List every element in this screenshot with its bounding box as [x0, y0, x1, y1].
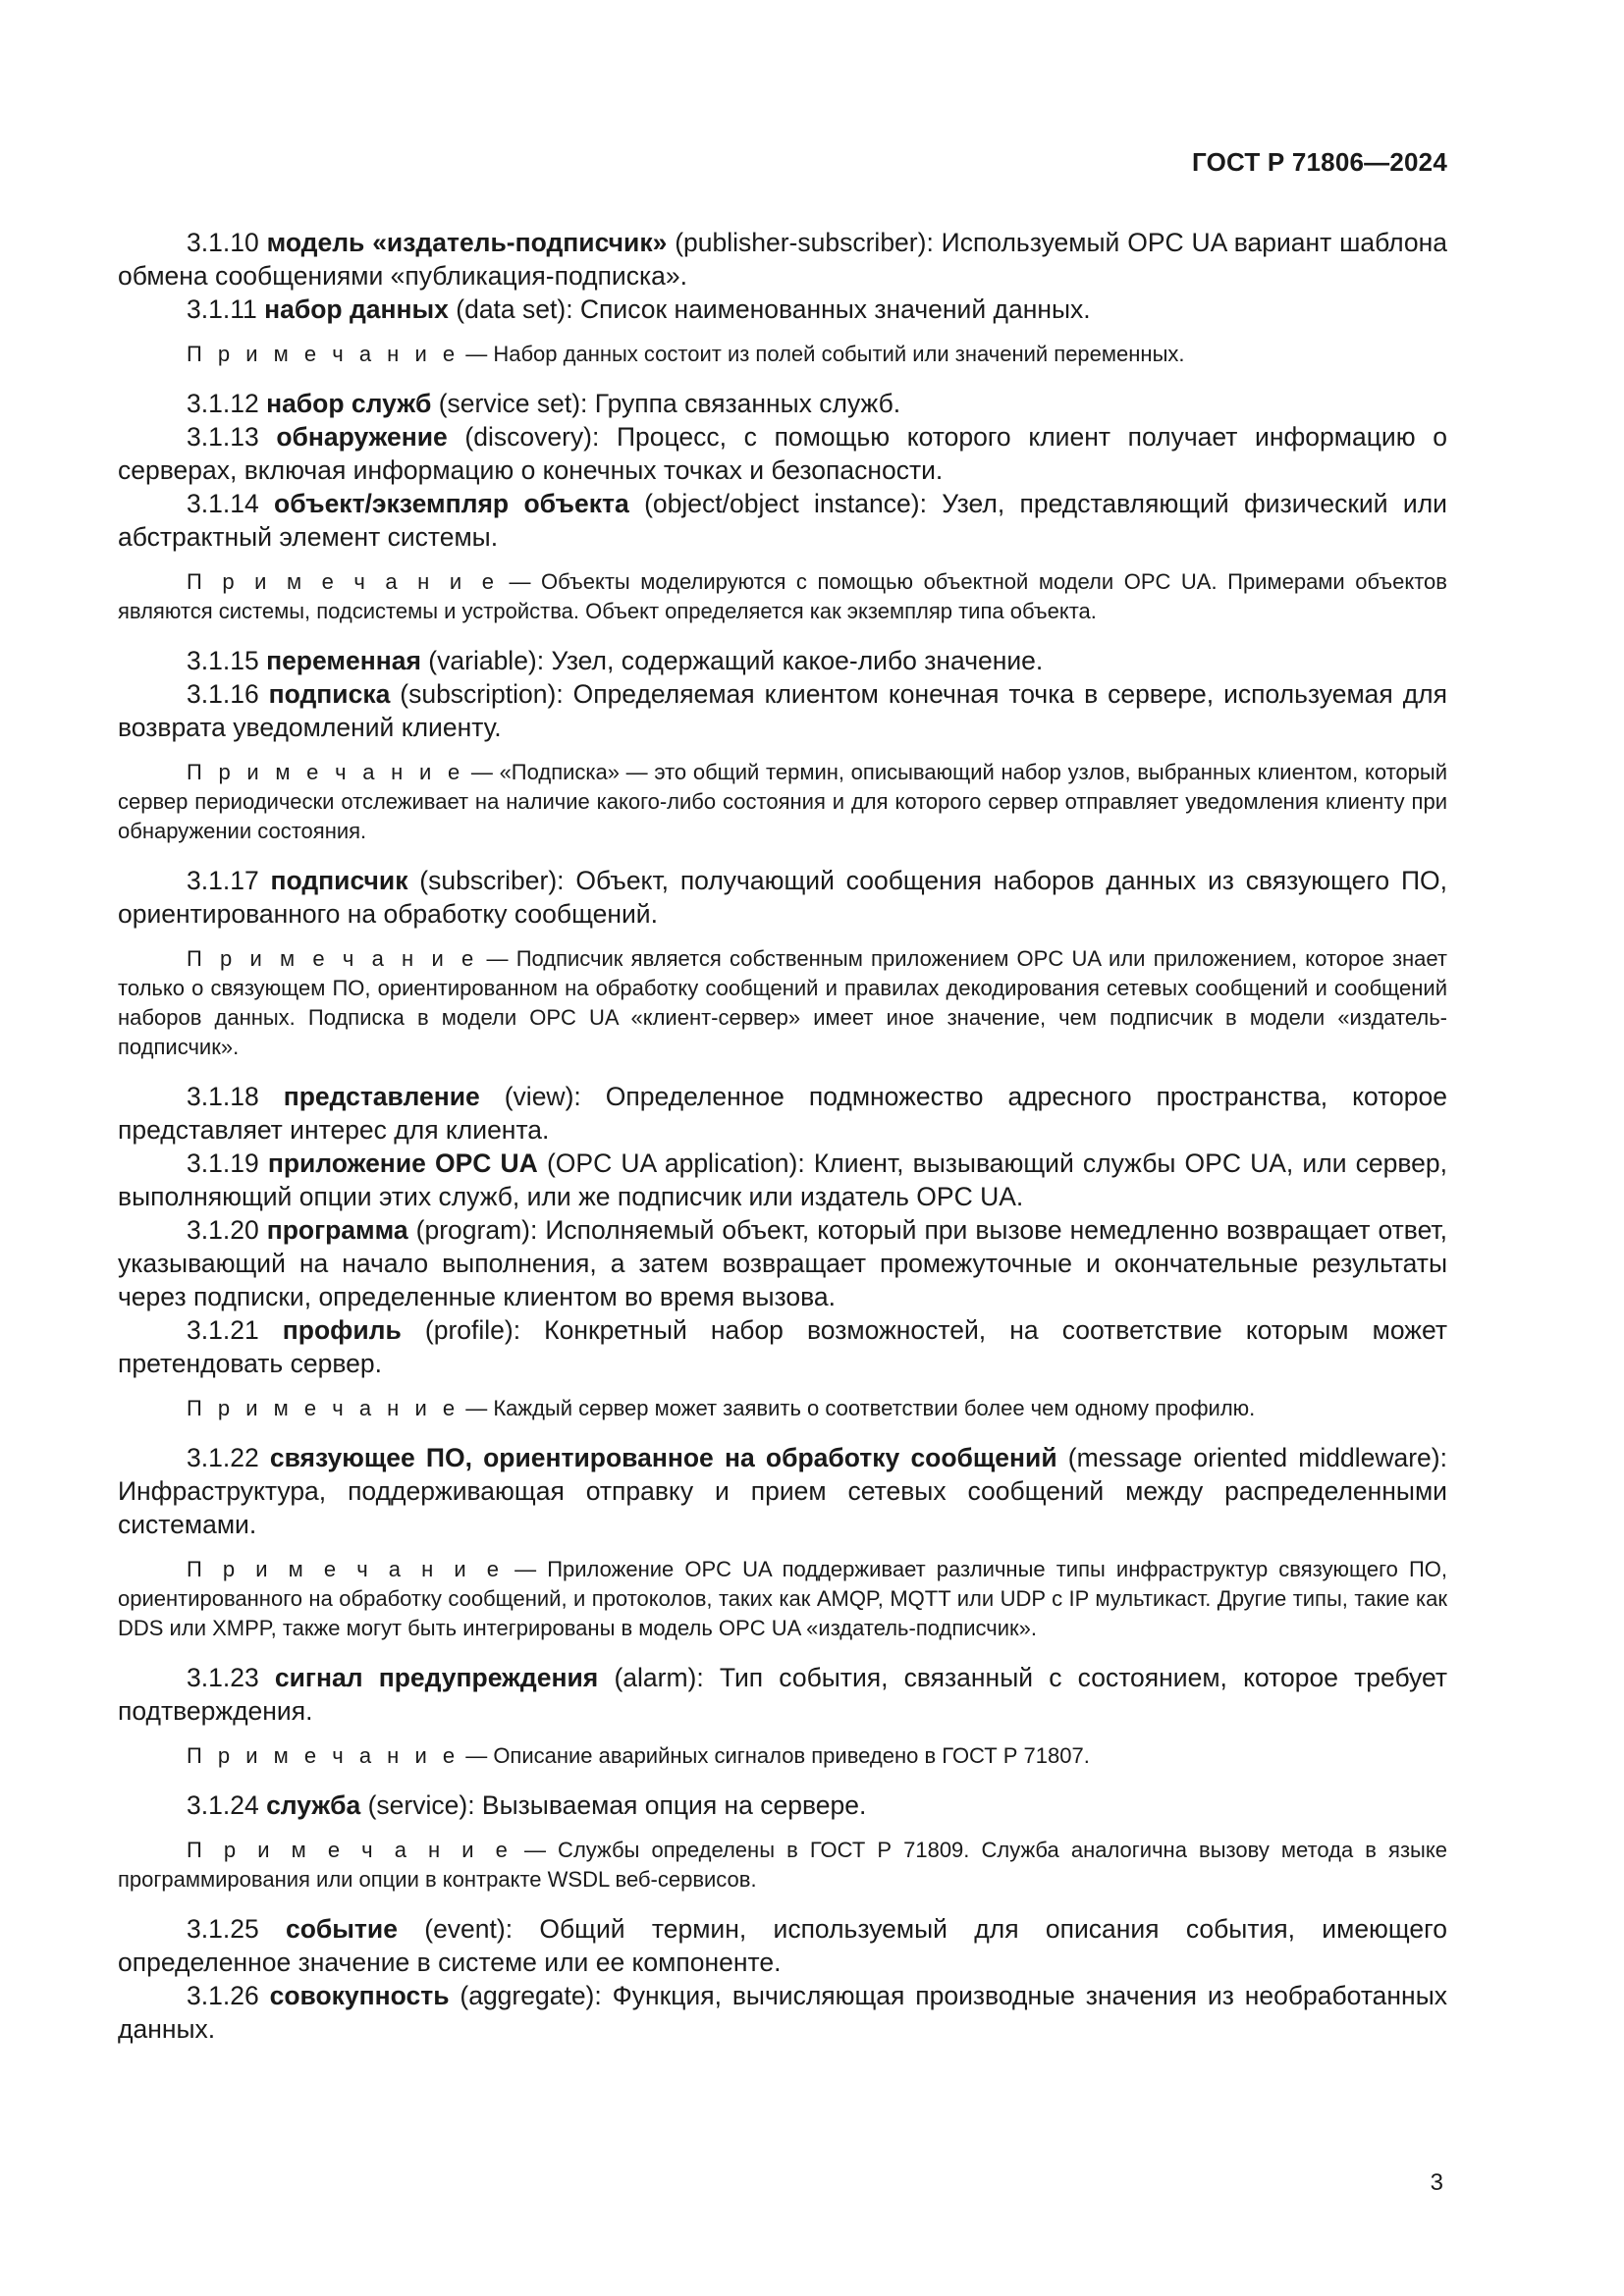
term-description: (service): Вызываемая опция на сервере.	[360, 1790, 867, 1820]
note-text: — «Подписка» — это общий термин, описывающий набор узлов, выбранных клиентом, который сервер периодически отслеживает на наличие какого-либо состояния и для которого сервер отправляет уведомления клиенту при обнаружении состояния.	[118, 760, 1447, 843]
term-description: (OPC UA application): Клиент, вызывающий службы OPC UA, или сервер, выполняющий опции этих служб, или же подписчик или издатель OPC UA.	[118, 1148, 1447, 1211]
term-number: 3.1.23	[187, 1663, 259, 1692]
term-description: (discovery): Процесс, с помощью которого клиент получает информацию о серверах, включая информацию о конечных точках и безопасности.	[118, 422, 1447, 485]
term-definition	[118, 864, 1447, 931]
term-name: служба	[266, 1790, 361, 1820]
term-definition	[118, 1213, 1447, 1313]
term-number: 3.1.12	[187, 389, 259, 418]
term-name: набор служб	[266, 389, 432, 418]
definitions-section	[118, 226, 1447, 2046]
term-description: (data set): Список наименованных значений данных.	[448, 294, 1091, 324]
term-definition	[118, 1080, 1447, 1147]
term-definition	[118, 387, 1447, 420]
note-text: — Подписчик является собственным приложением OPC UA или приложением, которое знает только о связующем ПО, ориентированном на обработку сообщений и правилах декодирования сетевых сообщений и сообщений наборов данных. Подписка в модели OPC UA «клиент-сервер» имеет иное значение, чем подписчик в модели «издатель-подписчик».	[118, 946, 1447, 1059]
term-description: (profile): Конкретный набор возможностей, на соответствие которым может претендовать сервер.	[118, 1315, 1447, 1378]
note-text: — Набор данных состоит из полей событий или значений переменных.	[460, 342, 1185, 366]
term-description: (aggregate): Функция, вычисляющая производные значения из необработанных данных.	[118, 1981, 1447, 2044]
term-definition	[118, 1313, 1447, 1380]
term-name: набор данных	[264, 294, 449, 324]
term-definition	[118, 1912, 1447, 1979]
term-description: (service set): Группа связанных служб.	[431, 389, 901, 418]
term-name: связующее ПО, ориентированное на обработку сообщений	[269, 1443, 1057, 1472]
term-number: 3.1.17	[187, 866, 259, 895]
note-label: П р и м е ч а н и е	[187, 946, 479, 971]
term-definition	[118, 1789, 1447, 1822]
note-label: П р и м е ч а н и е	[187, 1557, 505, 1581]
term-number: 3.1.15	[187, 646, 259, 675]
term-number: 3.1.11	[187, 294, 257, 324]
note	[118, 758, 1447, 846]
note	[118, 1555, 1447, 1643]
term-definition	[118, 677, 1447, 744]
term-description: (publisher-subscriber): Используемый OPC UA вариант шаблона обмена сообщениями «публикация-подписка».	[118, 228, 1447, 291]
note-label: П р и м е ч а н и е	[187, 760, 465, 784]
note-label: П р и м е ч а н и е	[187, 1396, 460, 1420]
note	[118, 1741, 1447, 1771]
term-number: 3.1.26	[187, 1981, 259, 2010]
note	[118, 340, 1447, 369]
term-name: представление	[283, 1082, 480, 1111]
term-name: модель «издатель-подписчик»	[266, 228, 668, 257]
term-description: (program): Исполняемый объект, который при вызове немедленно возвращает ответ, указывающий на начало выполнения, а затем возвращает промежуточные и окончательные результаты через подписки, определенные клиентом во время вызова.	[118, 1215, 1447, 1311]
note-label: П р и м е ч а н и е	[187, 1743, 460, 1768]
term-name: сигнал предупреждения	[274, 1663, 599, 1692]
term-name: объект/экземпляр объекта	[274, 489, 629, 518]
term-definition	[118, 1441, 1447, 1541]
term-number: 3.1.18	[187, 1082, 259, 1111]
note-label: П р и м е ч а н и е	[187, 342, 460, 366]
term-number: 3.1.25	[187, 1914, 259, 1944]
term-name: событие	[286, 1914, 398, 1944]
term-definition	[118, 644, 1447, 677]
note-text: — Каждый сервер может заявить о соответствии более чем одному профилю.	[460, 1396, 1256, 1420]
term-description: (message oriented middleware): Инфраструктура, поддерживающая отправку и прием сетевых сообщений между распределенными системами.	[118, 1443, 1447, 1539]
term-definition	[118, 1147, 1447, 1213]
note-label: П р и м е ч а н и е	[187, 569, 499, 594]
term-definition	[118, 293, 1447, 326]
note	[118, 567, 1447, 626]
term-number: 3.1.20	[187, 1215, 259, 1245]
term-number: 3.1.16	[187, 679, 259, 709]
term-number: 3.1.14	[187, 489, 259, 518]
term-definition	[118, 487, 1447, 554]
term-description: (subscriber): Объект, получающий сообщения наборов данных из связующего ПО, ориентированного на обработку сообщений.	[118, 866, 1447, 929]
note-text: — Описание аварийных сигналов приведено в ГОСТ Р 71807.	[460, 1743, 1090, 1768]
term-number: 3.1.10	[187, 228, 259, 257]
term-name: переменная	[266, 646, 421, 675]
standard-id-header: ГОСТ Р 71806—2024	[1192, 147, 1447, 177]
term-name: обнаружение	[276, 422, 448, 452]
term-definition	[118, 1979, 1447, 2046]
term-name: подписка	[268, 679, 391, 709]
term-description: (object/object instance): Узел, представляющий физический или абстрактный элемент системы.	[118, 489, 1447, 552]
note	[118, 944, 1447, 1062]
note-text: — Приложение OPC UA поддерживает различные типы инфраструктур связующего ПО, ориентированного на обработку сообщений, и протоколов, таких как AMQP, MQTT или UDP с IP мультикаст. Другие типы, такие как DDS или XMPP, также могут быть интегрированы в модель OPC UA «издатель-подписчик».	[118, 1557, 1447, 1640]
term-description: (view): Определенное подмножество адресного пространства, которое представляет интерес для клиента.	[118, 1082, 1447, 1145]
term-number: 3.1.19	[187, 1148, 259, 1178]
term-definition	[118, 420, 1447, 487]
term-description: (event): Общий термин, используемый для описания события, имеющего определенное значение в системе или ее компоненте.	[118, 1914, 1447, 1977]
term-name: совокупность	[269, 1981, 450, 2010]
note-label: П р и м е ч а н и е	[187, 1838, 513, 1862]
note-text: — Объекты моделируются с помощью объектной модели OPC UA. Примерами объектов являются системы, подсистемы и устройства. Объект определяется как экземпляр типа объекта.	[118, 569, 1447, 623]
term-number: 3.1.24	[187, 1790, 259, 1820]
term-definition	[118, 1661, 1447, 1728]
term-name: приложение OPC UA	[267, 1148, 538, 1178]
term-number: 3.1.22	[187, 1443, 259, 1472]
term-name: подписчик	[270, 866, 408, 895]
note	[118, 1394, 1447, 1423]
term-definition	[118, 226, 1447, 293]
term-name: программа	[266, 1215, 408, 1245]
term-name: профиль	[282, 1315, 402, 1345]
term-number: 3.1.13	[187, 422, 259, 452]
note-text: — Службы определены в ГОСТ Р 71809. Служба аналогична вызову метода в языке программирования или опции в контракте WSDL веб-сервисов.	[118, 1838, 1447, 1892]
term-description: (subscription): Определяемая клиентом конечная точка в сервере, используемая для возврата уведомлений клиенту.	[118, 679, 1447, 742]
page-number: 3	[1430, 2169, 1443, 2196]
term-number: 3.1.21	[187, 1315, 259, 1345]
note	[118, 1836, 1447, 1895]
term-description: (alarm): Тип события, связанный с состоянием, которое требует подтверждения.	[118, 1663, 1447, 1726]
term-description: (variable): Узел, содержащий какое-либо значение.	[420, 646, 1044, 675]
